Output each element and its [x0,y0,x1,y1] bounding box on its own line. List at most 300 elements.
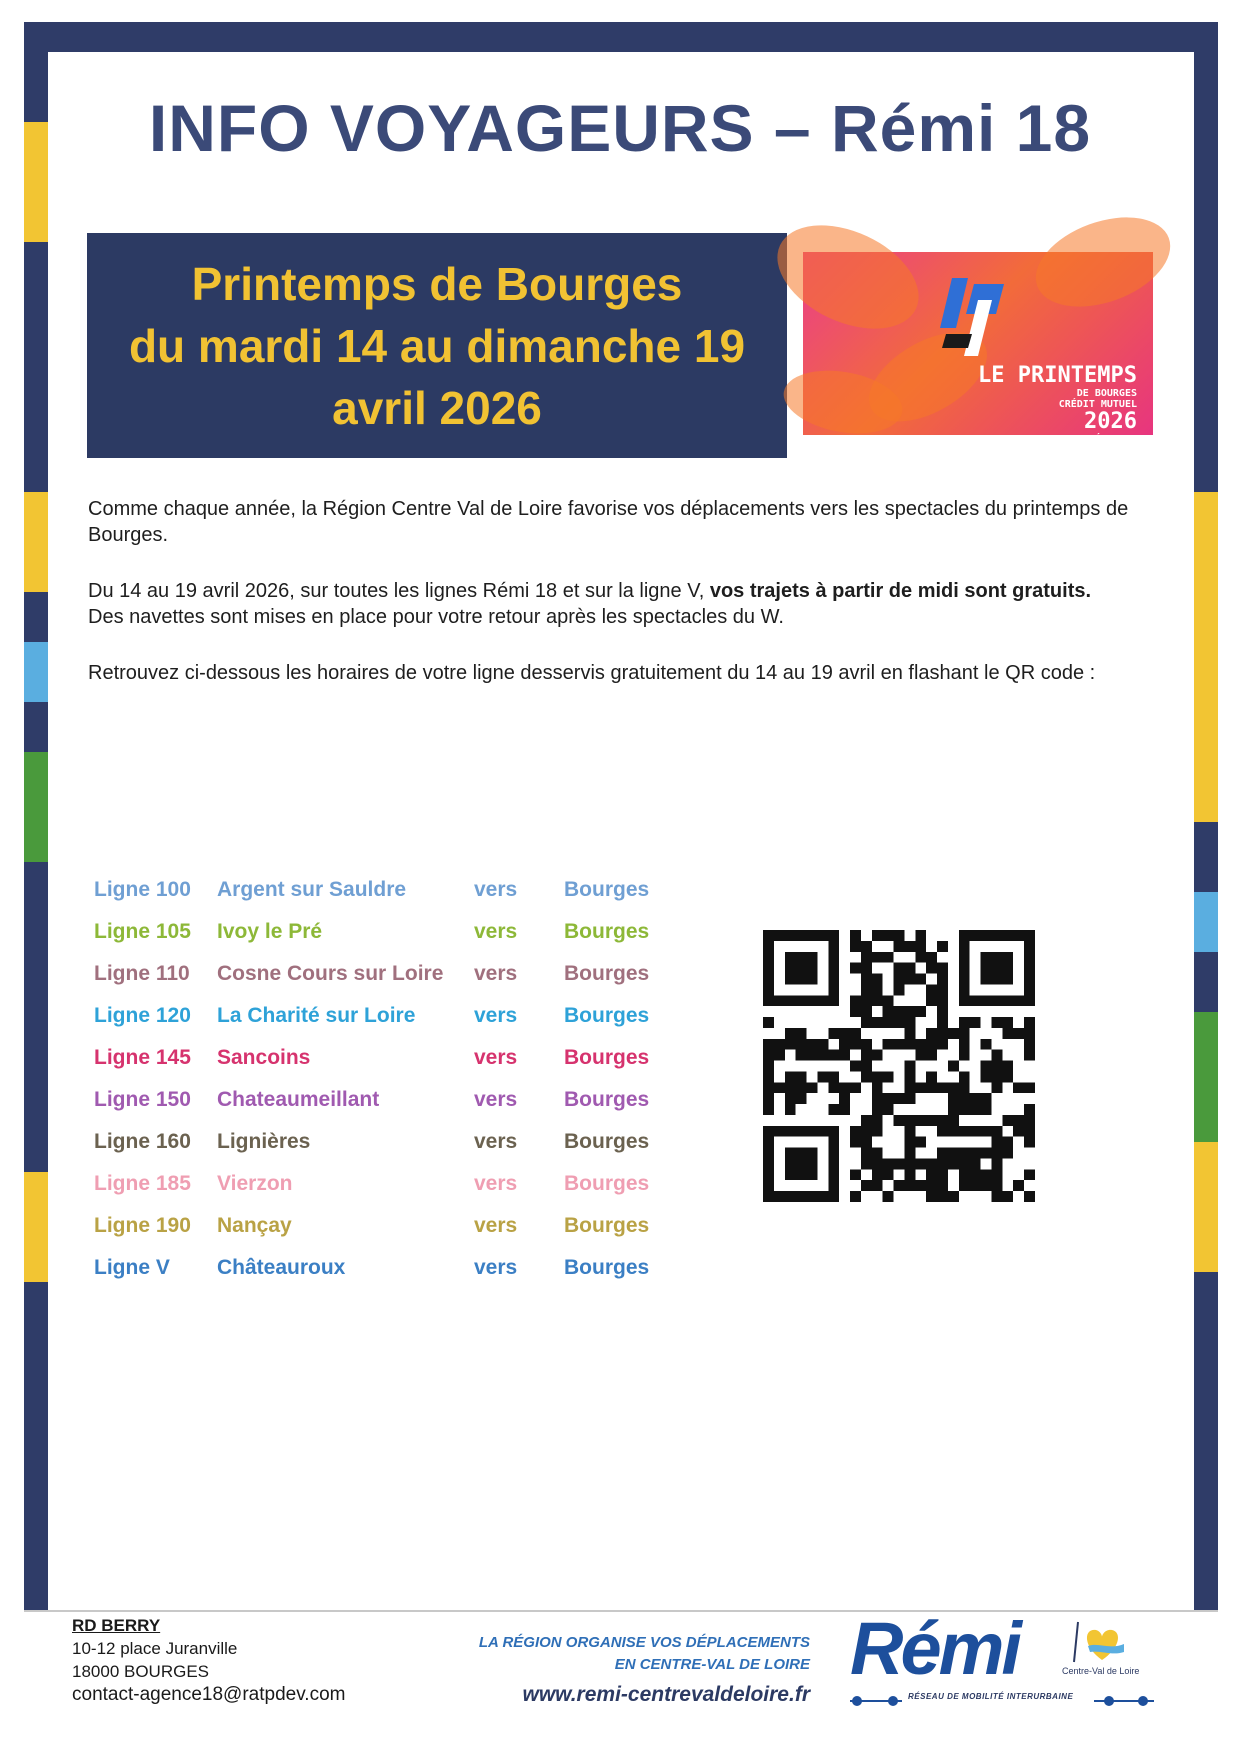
qr-module [828,1126,839,1137]
banner-line-3: avril 2026 [332,381,542,434]
qr-module [1024,1028,1035,1039]
qr-module [926,1191,937,1202]
qr-module [763,1148,774,1159]
qr-module [991,1082,1002,1093]
event-banner [87,233,787,458]
qr-module [785,952,796,963]
qr-module [850,963,861,974]
qr-module [937,1039,948,1050]
qr-module [1002,974,1013,985]
qr-module [926,1082,937,1093]
qr-module [817,995,828,1006]
festival-logo-icon [938,278,1008,358]
qr-module [774,1082,785,1093]
qr-module [796,974,807,985]
qr-module [796,1126,807,1137]
qr-module [785,1028,796,1039]
qr-module [937,1115,948,1126]
qr-module [850,1191,861,1202]
qr-module [948,1061,959,1072]
qr-module [1024,1082,1035,1093]
qr-module [948,1126,959,1137]
qr-module [959,1104,970,1115]
qr-module [1024,941,1035,952]
qr-module [981,1104,992,1115]
qr-module [904,974,915,985]
slogan-line-2: EN CENTRE-VAL DE LOIRE [614,1656,810,1673]
qr-module [872,952,883,963]
qr-module [785,995,796,1006]
qr-module [883,995,894,1006]
qr-module [926,984,937,995]
qr-module [959,930,970,941]
qr-module [872,1126,883,1137]
qr-module [959,1126,970,1137]
brand-dot [852,1696,862,1706]
qr-module [763,1180,774,1191]
qr-module [991,1071,1002,1082]
qr-module [828,1082,839,1093]
qr-module [807,1126,818,1137]
qr-module [981,1071,992,1082]
qr-module [883,1169,894,1180]
qr-module [937,984,948,995]
qr-module [872,1148,883,1159]
qr-module [763,1082,774,1093]
qr-module [959,1082,970,1093]
qr-module [817,1071,828,1082]
qr-module [948,1104,959,1115]
qr-module [861,1115,872,1126]
qr-module [763,984,774,995]
line-destination: Bourges [564,878,650,901]
qr-module [785,1082,796,1093]
qr-module [959,1050,970,1061]
qr-module [991,1137,1002,1148]
qr-module [991,963,1002,974]
qr-module [937,1148,948,1159]
remi-logo [842,1606,1172,1716]
qr-module [828,1191,839,1202]
qr-module [763,952,774,963]
qr-module [981,1180,992,1191]
qr-module [1024,974,1035,985]
qr-module [1024,995,1035,1006]
qr-module [785,1148,796,1159]
qr-module [981,995,992,1006]
line-direction: vers [474,1256,518,1279]
qr-module [991,1148,1002,1159]
qr-module [796,952,807,963]
line-direction: vers [474,962,518,985]
line-number: Ligne 100 [94,878,191,901]
qr-module [926,963,937,974]
line-number: Ligne 110 [94,962,190,985]
qr-module [850,1137,861,1148]
qr-module [807,1039,818,1050]
qr-module [763,1071,774,1082]
line-direction: vers [474,878,518,901]
qr-module [1024,963,1035,974]
qr-module [948,1148,959,1159]
qr-module [1002,1137,1013,1148]
qr-module [774,930,785,941]
qr-module [763,995,774,1006]
region-slogan [430,1632,810,1676]
qr-module [850,1061,861,1072]
qr-module [828,1071,839,1082]
qr-module [872,1017,883,1028]
qr-module [926,1071,937,1082]
qr-module [1024,1017,1035,1028]
brand-tagline: RÉSEAU DE MOBILITÉ INTERURBAINE [908,1692,1074,1701]
qr-module [872,974,883,985]
qr-module [883,1039,894,1050]
qr-module [991,974,1002,985]
qr-module [861,1158,872,1169]
qr-module [872,1050,883,1061]
qr-module [937,1082,948,1093]
qr-module [926,952,937,963]
line-direction: vers [474,1130,518,1153]
qr-module [828,1104,839,1115]
line-number: Ligne 190 [94,1214,191,1237]
qr-module [937,1180,948,1191]
qr-module [861,974,872,985]
line-destination: Bourges [564,1004,650,1027]
qr-module [872,1180,883,1191]
festival-poster [803,252,1153,446]
qr-module [904,1082,915,1093]
poster-subtitle-1: DE BOURGES [1076,388,1137,400]
qr-module [796,1093,807,1104]
qr-instruction: Retrouvez ci-dessous les horaires de votre ligne desservis gratuitement du 14 au 19 avril en flashant le QR code : [88,662,1096,684]
qr-module [959,1180,970,1191]
slogan-line-1: LA RÉGION ORGANISE VOS DÉPLACEMENTS [478,1634,810,1651]
qr-module [894,930,905,941]
qr-module [1002,1071,1013,1082]
qr-module [926,1039,937,1050]
qr-module [1013,930,1024,941]
qr-module [937,1028,948,1039]
qr-module [850,1039,861,1050]
frame-left-stripes [24,22,48,1612]
qr-module [850,1169,861,1180]
qr-module [904,1148,915,1159]
qr-module [796,1039,807,1050]
qr-module [937,1169,948,1180]
qr-module [861,995,872,1006]
qr-module [970,930,981,941]
qr-module [894,963,905,974]
qr-module [785,1158,796,1169]
qr-module [970,995,981,1006]
qr-module [981,1126,992,1137]
qr-module [796,1169,807,1180]
qr-module [970,1158,981,1169]
qr-module [959,1169,970,1180]
qr-module [763,1169,774,1180]
qr-module [937,974,948,985]
qr-module [904,1071,915,1082]
qr-module [785,974,796,985]
qr-module [1002,995,1013,1006]
qr-module [970,1180,981,1191]
qr-module [817,1126,828,1137]
qr-module [872,1104,883,1115]
qr-module [959,1028,970,1039]
qr-module [1024,984,1035,995]
qr-module [763,1104,774,1115]
qr-module [785,930,796,941]
line-number: Ligne 185 [94,1172,191,1195]
qr-module [904,1158,915,1169]
qr-module [991,1050,1002,1061]
line-direction: vers [474,1172,518,1195]
qr-module [872,1071,883,1082]
qr-module [828,941,839,952]
agency-address-line-1: 10-12 place Juranville [72,1639,238,1658]
qr-module [937,995,948,1006]
qr-module [937,1158,948,1169]
qr-module [959,995,970,1006]
qr-module [904,1137,915,1148]
qr-module [1002,1115,1013,1126]
qr-module [991,1061,1002,1072]
qr-module [959,1158,970,1169]
qr-module [981,1061,992,1072]
qr-module [915,1050,926,1061]
qr-module [828,974,839,985]
qr-module [861,1137,872,1148]
free-travel-highlight: vos trajets à partir de midi sont gratuits. [709,580,1092,602]
qr-module [915,1115,926,1126]
qr-module [894,974,905,985]
qr-module [1024,1039,1035,1050]
qr-module [763,1050,774,1061]
qr-module [904,1115,915,1126]
qr-module [861,984,872,995]
line-origin: Chateaumeillant [217,1088,380,1111]
qr-module [763,1017,774,1028]
qr-module [839,1093,850,1104]
qr-module [959,1093,970,1104]
qr-module [807,963,818,974]
qr-module [796,1071,807,1082]
qr-module [926,1169,937,1180]
qr-module [904,1126,915,1137]
qr-module [785,1104,796,1115]
qr-module [861,1061,872,1072]
qr-module [981,1039,992,1050]
qr-module [1013,1082,1024,1093]
qr-code[interactable] [763,930,1035,1202]
line-destination: Bourges [564,962,650,985]
qr-module [763,930,774,941]
qr-module [828,1148,839,1159]
qr-module [785,1191,796,1202]
qr-module [883,1158,894,1169]
qr-module [785,1071,796,1082]
qr-module [926,1180,937,1191]
qr-module [861,1039,872,1050]
qr-module [796,1191,807,1202]
line-direction: vers [474,1046,518,1069]
qr-module [828,952,839,963]
qr-module [861,1071,872,1082]
qr-module [959,1071,970,1082]
qr-module [872,984,883,995]
qr-module [828,930,839,941]
qr-module [970,1148,981,1159]
qr-module [796,1082,807,1093]
qr-module [904,1006,915,1017]
line-destination: Bourges [564,1088,650,1111]
qr-module [915,974,926,985]
qr-module [991,1126,1002,1137]
qr-module [1002,1017,1013,1028]
qr-module [894,1093,905,1104]
qr-module [970,1169,981,1180]
qr-module [1024,1050,1035,1061]
qr-module [948,1082,959,1093]
qr-module [915,941,926,952]
qr-module [1024,1115,1035,1126]
qr-module [1002,1028,1013,1039]
qr-module [763,963,774,974]
qr-module [763,1191,774,1202]
qr-module [796,930,807,941]
line-direction: vers [474,920,518,943]
qr-module [807,1082,818,1093]
qr-module [785,1039,796,1050]
qr-module [807,1148,818,1159]
qr-module [807,1050,818,1061]
qr-module [904,1093,915,1104]
qr-module [883,1191,894,1202]
qr-module [981,963,992,974]
qr-module [970,1126,981,1137]
qr-module [904,941,915,952]
brand-dot [1104,1696,1114,1706]
brand-dot [1138,1696,1148,1706]
line-number: Ligne 150 [94,1088,191,1111]
qr-module [872,1082,883,1093]
line-number: Ligne 145 [94,1046,191,1069]
qr-module [817,930,828,941]
qr-module [970,1093,981,1104]
qr-module [970,1104,981,1115]
page-title: INFO VOYAGEURS – Rémi 18 [148,91,1092,165]
line-origin: Châteauroux [217,1256,346,1279]
qr-module [948,1158,959,1169]
line-number: Ligne 160 [94,1130,191,1153]
qr-module [828,1158,839,1169]
qr-module [894,984,905,995]
qr-module [1024,930,1035,941]
qr-module [774,1050,785,1061]
qr-module [850,1082,861,1093]
qr-module [948,1191,959,1202]
qr-module [926,995,937,1006]
qr-module [1013,1115,1024,1126]
qr-module [861,1017,872,1028]
qr-module [1002,1061,1013,1072]
qr-module [774,995,785,1006]
qr-module [807,974,818,985]
frame-top-bar [24,22,1218,52]
poster-dates: 14→19 AVRIL · 50e ÉDITION [986,434,1137,446]
banner-line-1: Printemps de Bourges [191,257,683,310]
qr-module [807,952,818,963]
qr-module [828,1180,839,1191]
qr-module [839,1050,850,1061]
qr-module [817,1191,828,1202]
intro-paragraph: Comme chaque année, la Région Centre Val de Loire favorise vos déplacements vers les spectacles du printemps de Bourges. [88,498,1129,546]
qr-module [991,1017,1002,1028]
agency-email[interactable]: contact-agence18@ratpdev.com [72,1684,346,1705]
line-direction: vers [474,1214,518,1237]
qr-module [981,1093,992,1104]
qr-module [894,1017,905,1028]
qr-module [1002,1191,1013,1202]
brand-region: Centre-Val de Loire [1062,1666,1140,1676]
qr-module [904,963,915,974]
qr-module [1002,963,1013,974]
qr-module [894,1115,905,1126]
agency-contact [72,1614,345,1706]
qr-module [774,1039,785,1050]
qr-module [926,1158,937,1169]
line-origin: Lignières [217,1130,311,1153]
poster-subtitle-2: CRÉDIT MUTUEL [1058,399,1137,411]
qr-module [883,1071,894,1082]
banner-line-2: du mardi 14 au dimanche 19 [128,319,746,372]
qr-module [1013,1028,1024,1039]
line-origin: Vierzon [217,1172,293,1195]
qr-module [828,1137,839,1148]
line-number: Ligne V [94,1256,170,1279]
qr-module [1024,1104,1035,1115]
qr-module [959,984,970,995]
qr-module [763,974,774,985]
qr-module [894,1158,905,1169]
qr-module [763,1126,774,1137]
qr-module [796,1158,807,1169]
qr-module [959,1039,970,1050]
qr-module [861,1180,872,1191]
qr-module [763,1061,774,1072]
line-destination: Bourges [564,1256,650,1279]
poster-year: 2026 [1084,409,1137,435]
qr-module [872,995,883,1006]
qr-module [872,1093,883,1104]
frame-right-stripes [1194,22,1218,1612]
qr-module [883,1093,894,1104]
qr-module [850,1028,861,1039]
shuttle-text: Des navettes sont mises en place pour votre retour après les spectacles du W. [88,606,784,628]
qr-module [937,941,948,952]
qr-module [894,1180,905,1191]
qr-module [991,1169,1002,1180]
website-link[interactable]: www.remi-centrevaldeloire.fr [522,1683,810,1706]
line-origin: Sancoins [217,1046,311,1069]
qr-module [861,1006,872,1017]
line-origin: Ivoy le Pré [217,920,323,943]
line-origin: La Charité sur Loire [217,1004,416,1027]
qr-module [785,1126,796,1137]
qr-module [915,952,926,963]
